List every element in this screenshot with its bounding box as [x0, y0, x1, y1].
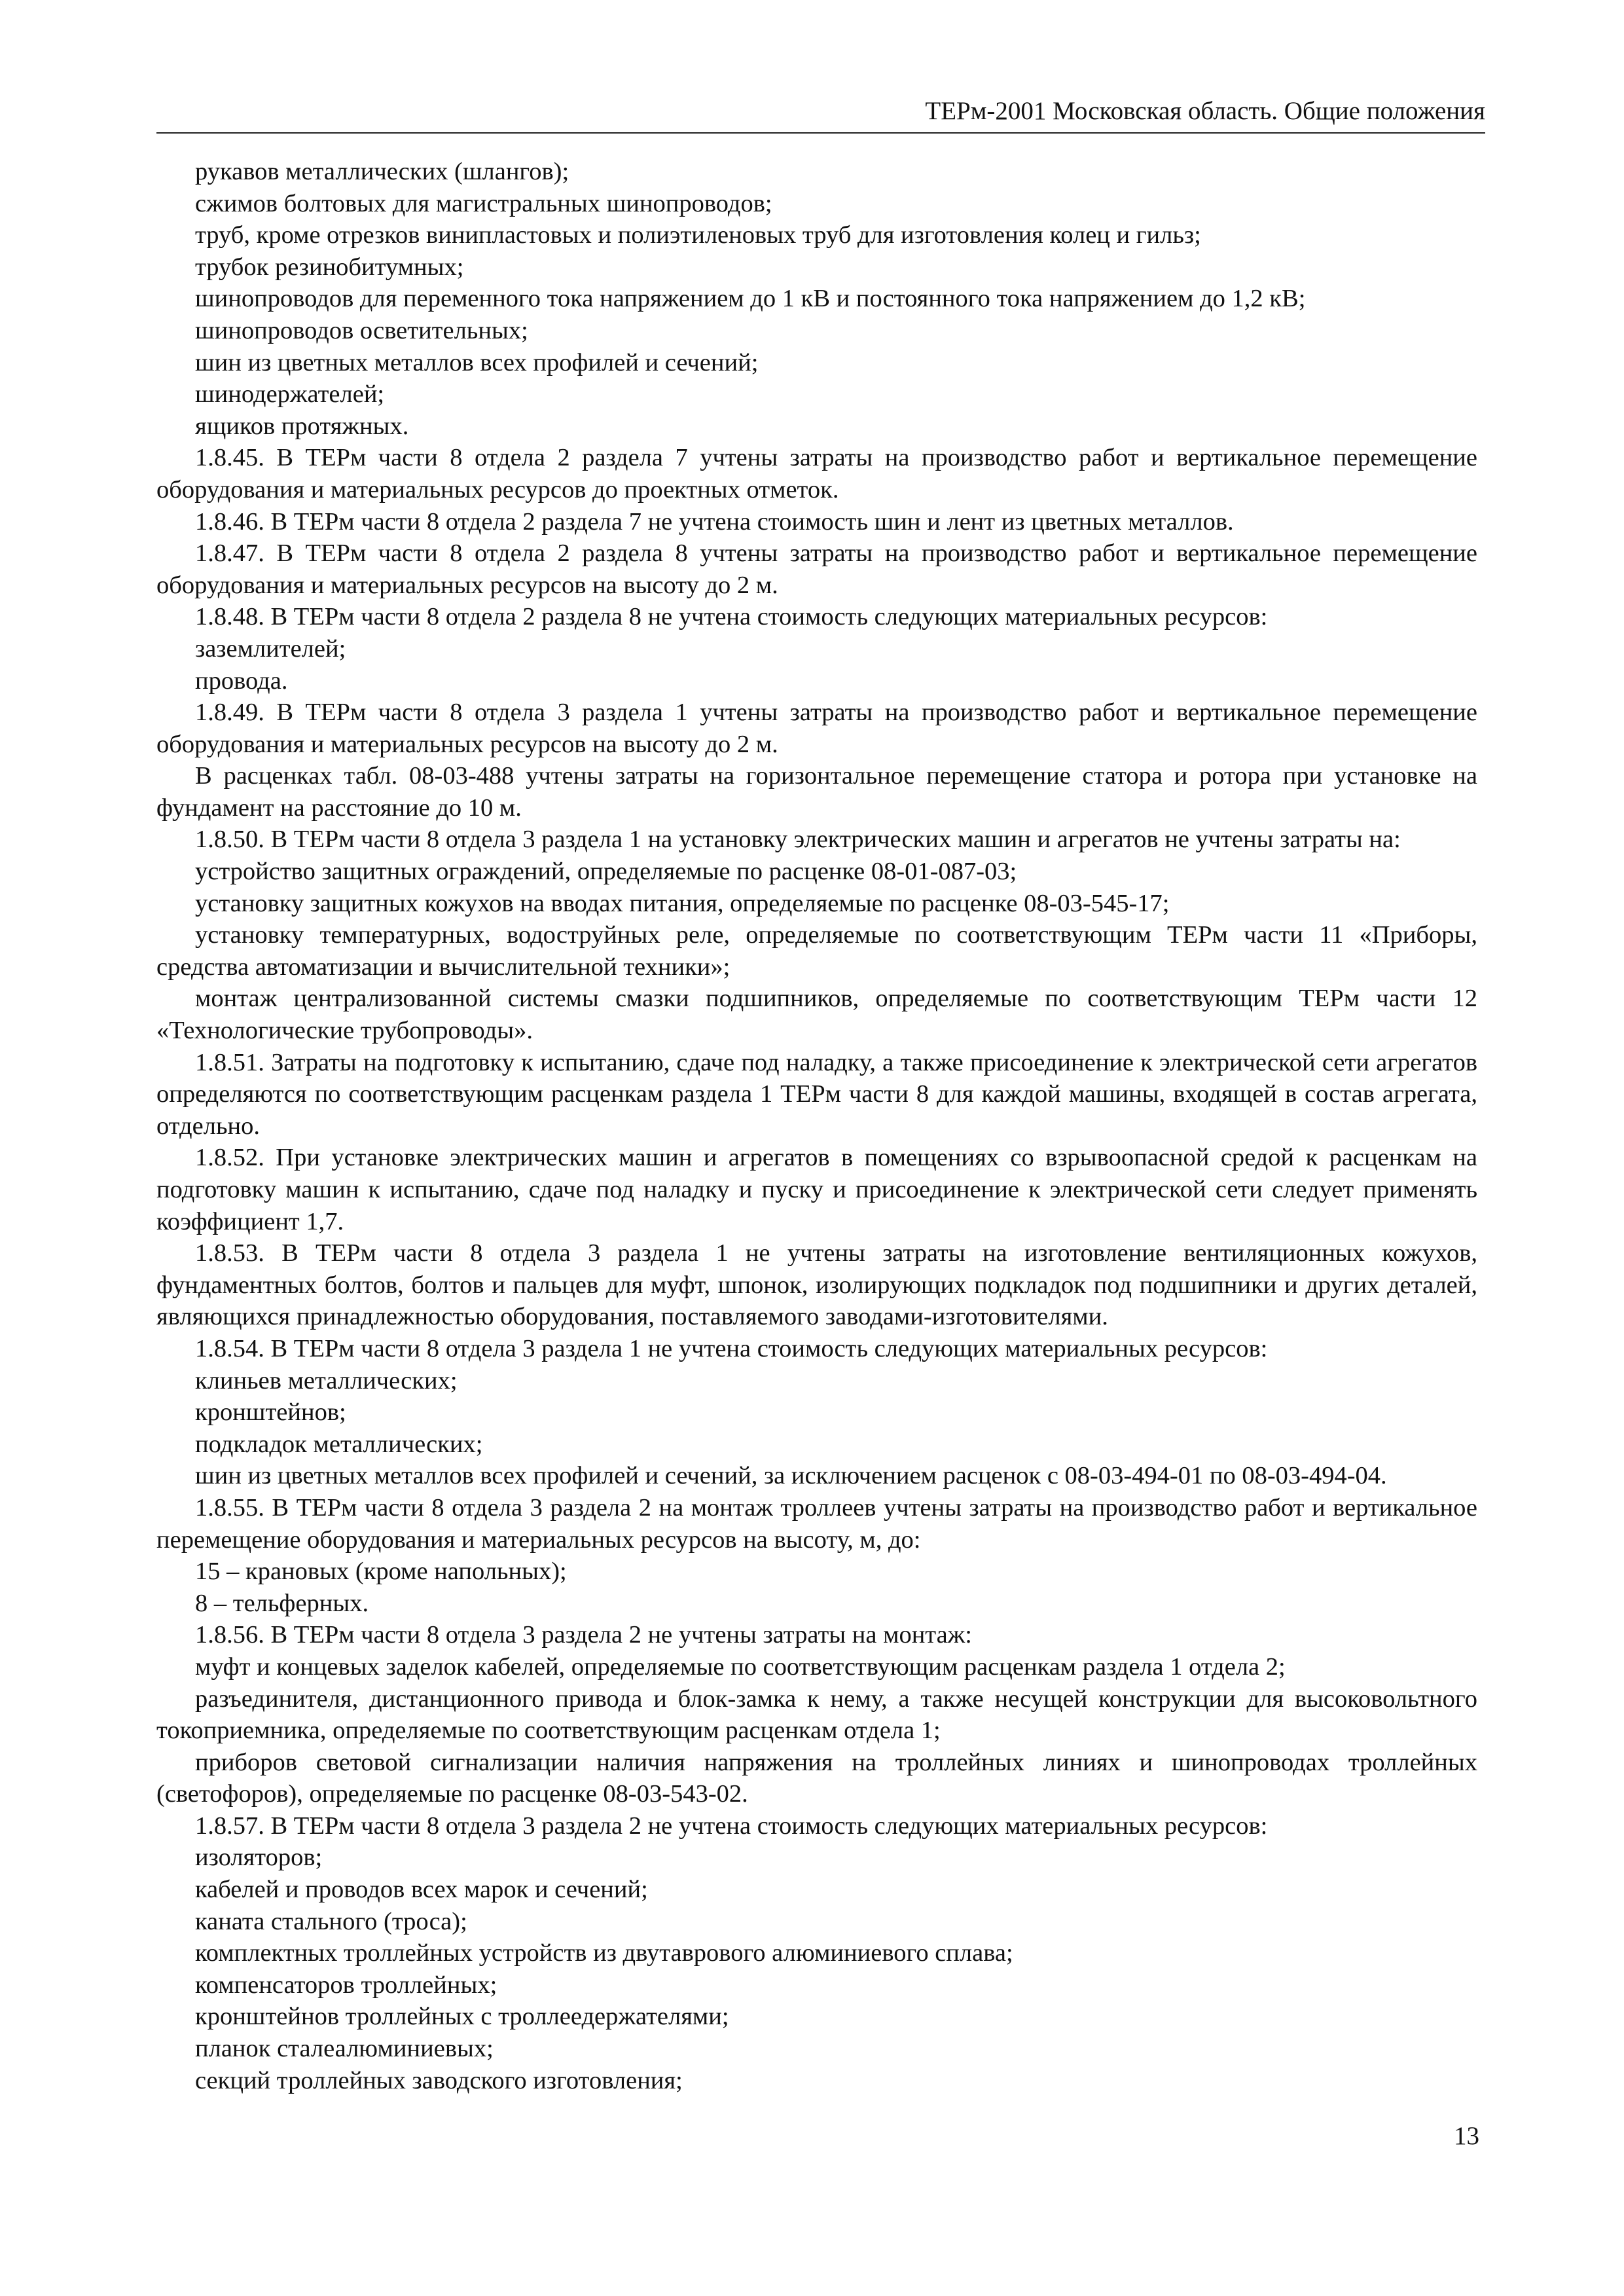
- paragraph: каната стального (троса);: [195, 1907, 467, 1935]
- paragraph: подкладок металлических;: [195, 1430, 483, 1458]
- paragraph: 1.8.47. В ТЕРм части 8 отдела 2 раздела 8 учтены затраты на производство работ и вертикальное перемещение оборудования и материальных ресурсов на высоту до 2 м.: [156, 539, 1477, 599]
- paragraph: кронштейнов троллейных с троллеедержателями;: [195, 2003, 729, 2031]
- paragraph: труб, кроме отрезков винипластовых и полиэтиленовых труб для изготовления колец и гильз;: [195, 221, 1201, 249]
- paragraph: рукавов металлических (шлангов);: [195, 158, 569, 185]
- paragraph: 1.8.57. В ТЕРм части 8 отдела 3 раздела 2 не учтена стоимость следующих материальных ресурсов:: [195, 1812, 1268, 1840]
- paragraph: кронштейнов;: [195, 1398, 346, 1427]
- paragraph: шинопроводов осветительных;: [195, 316, 528, 344]
- paragraph: 1.8.48. В ТЕРм части 8 отдела 2 раздела 8 не учтена стоимость следующих материальных ресурсов:: [195, 603, 1268, 631]
- paragraph: секций троллейных заводского изготовления;: [195, 2066, 683, 2094]
- paragraph: ящиков протяжных.: [195, 412, 409, 440]
- paragraph: 1.8.56. В ТЕРм части 8 отдела 3 раздела 2 не учтены затраты на монтаж:: [195, 1621, 972, 1649]
- body-text: [156, 156, 1477, 2096]
- paragraph: заземлителей;: [195, 634, 346, 663]
- paragraph: 1.8.50. В ТЕРм части 8 отдела 3 раздела 1 на установку электрических машин и агрегатов не учтены затраты на:: [195, 826, 1401, 854]
- paragraph: шин из цветных металлов всех профилей и сечений;: [195, 348, 759, 376]
- paragraph: 1.8.52. При установке электрических машин и агрегатов в помещениях со взрывоопасной средой к расценкам на подготовку машин к испытанию, сдаче под наладку и пуску и присоединение к электрической сети следует применять коэффициент 1,7.: [156, 1144, 1477, 1235]
- page-number: 13: [1454, 2122, 1479, 2150]
- paragraph: планок сталеалюминиевых;: [195, 2035, 494, 2063]
- paragraph: шин из цветных металлов всех профилей и сечений, за исключением расценок с 08-03-494-01 по 08-03-494-04.: [195, 1462, 1387, 1490]
- paragraph: монтаж централизованной системы смазки подшипников, определяемые по соответствующим ТЕРм части 12 «Технологические трубопроводы».: [156, 985, 1477, 1045]
- paragraph: 1.8.45. В ТЕРм части 8 отдела 2 раздела 7 учтены затраты на производство работ и вертикальное перемещение оборудования и материальных ресурсов до проектных отметок.: [156, 444, 1477, 503]
- paragraph: клиньев металлических;: [195, 1366, 458, 1394]
- paragraph: компенсаторов троллейных;: [195, 1971, 497, 1999]
- paragraph: 15 – крановых (кроме напольных);: [195, 1558, 567, 1586]
- running-header: ТЕРм-2001 Московская область. Общие положения: [156, 92, 1485, 134]
- paragraph: 1.8.54. В ТЕРм части 8 отдела 3 раздела 1 не учтена стоимость следующих материальных ресурсов:: [195, 1334, 1268, 1362]
- paragraph: шинопроводов для переменного тока напряжением до 1 кВ и постоянного тока напряжением до 1,2 кВ;: [195, 285, 1306, 313]
- paragraph: шинодержателей;: [195, 380, 385, 409]
- paragraph: изоляторов;: [195, 1844, 323, 1872]
- paragraph: 1.8.51. Затраты на подготовку к испытанию, сдаче под наладку, а также присоединение к электрической сети агрегатов определяются по соответствующим расценкам раздела 1 ТЕРм части 8 для каждой машины, входящей в состав агрегата, отдельно.: [156, 1048, 1477, 1140]
- paragraph: 8 – тельферных.: [195, 1589, 369, 1617]
- paragraph: приборов световой сигнализации наличия напряжения на троллейных линиях и шинопроводах троллейных (светофоров), определяемые по расценке 08-03-543-02.: [156, 1748, 1477, 1808]
- paragraph: 1.8.46. В ТЕРм части 8 отдела 2 раздела 7 не учтена стоимость шин и лент из цветных металлов.: [195, 507, 1234, 536]
- paragraph: 1.8.53. В ТЕРм части 8 отдела 3 раздела 1 не учтены затраты на изготовление вентиляционных кожухов, фундаментных болтов, болтов и пальцев для муфт, шпонок, изолирующих подкладок под подшипники и других деталей, являющихся принадлежностью оборудования, поставляемого заводами-изготовителями.: [156, 1239, 1477, 1331]
- paragraph: разъединителя, дистанционного привода и блок-замка к нему, а также несущей конструкции для высоковольтного токоприемника, определяемые по соответствующим расценкам отдела 1;: [156, 1685, 1477, 1745]
- paragraph: трубок резинобитумных;: [195, 253, 464, 281]
- paragraph: сжимов болтовых для магистральных шинопроводов;: [195, 189, 772, 217]
- paragraph: 1.8.55. В ТЕРм части 8 отдела 3 раздела 2 на монтаж троллеев учтены затраты на производство работ и вертикальное перемещение оборудования и материальных ресурсов на высоту, м, до:: [156, 1493, 1477, 1554]
- paragraph: устройство защитных ограждений, определяемые по расценке 08-01-087-03;: [195, 858, 1017, 886]
- paragraph: установку температурных, водоструйных реле, определяемые по соответствующим ТЕРм части 11 «Приборы, средства автоматизации и вычислительной техники»;: [156, 921, 1477, 981]
- paragraph: 1.8.49. В ТЕРм части 8 отдела 3 раздела 1 учтены затраты на производство работ и вертикальное перемещение оборудования и материальных ресурсов на высоту до 2 м.: [156, 699, 1477, 758]
- paragraph: установку защитных кожухов на вводах питания, определяемые по расценке 08-03-545-17;: [195, 889, 1170, 917]
- paragraph: муфт и концевых заделок кабелей, определяемые по соответствующим расценкам раздела 1 отдела 2;: [195, 1652, 1286, 1681]
- paragraph: В расценках табл. 08-03-488 учтены затраты на горизонтальное перемещение статора и ротора при установке на фундамент на расстояние до 10 м.: [156, 762, 1477, 822]
- paragraph: кабелей и проводов всех марок и сечений;: [195, 1876, 648, 1904]
- paragraph: комплектных троллейных устройств из двутаврового алюминиевого сплава;: [195, 1939, 1013, 1967]
- paragraph: провода.: [195, 666, 288, 695]
